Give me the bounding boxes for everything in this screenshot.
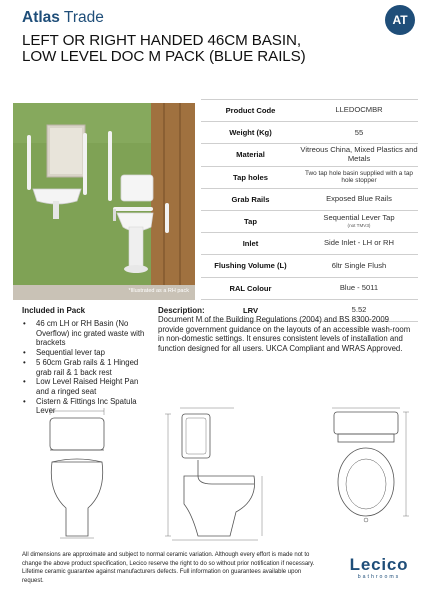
logo-name: Lecico — [349, 555, 409, 574]
disclaimer-text: All dimensions are approximate and subject to normal ceramic variation. Although every effort is made not to change the above product specification, Lecico reserve the right to do so without prior notification if necessary. Lifetime ceramic guarantee against manufacturers defects. Full information on guarantees available upon request. — [22, 552, 315, 584]
spec-row — [201, 255, 418, 277]
spec-label: Weight (Kg) — [201, 122, 300, 144]
lecico-logo — [342, 556, 416, 581]
spec-value: 55 — [300, 122, 418, 144]
brand-wordmark — [22, 9, 104, 27]
list-item: • 46 cm LH or RH Basin (No Overflow) inc grated waste with brackets — [22, 319, 152, 348]
spec-label: RAL Colour — [201, 277, 300, 299]
list-item: • 5 60cm Grab rails & 1 Hinged grab rail & 1 back rest — [22, 358, 152, 377]
spec-row — [201, 277, 418, 299]
spec-row — [201, 122, 418, 144]
spec-row — [201, 233, 418, 255]
spec-value: Two tap hole basin supplied with a tap hole stopper — [300, 166, 418, 188]
description-heading: Description: — [158, 306, 205, 315]
description-text: Document M of the Building Regulations (2004) and BS 8300-2009 provide government guidance on the layouts of an accessible wash-room in non-domestic settings. It ensures consistent levels of installation and function designed for all users. UKCA Compliant and WRAS Approved. — [158, 315, 411, 354]
spec-value: 6ltr Single Flush — [300, 255, 418, 277]
spec-label: Tap — [201, 210, 300, 232]
photo-caption: *Illustrated as a RH pack — [128, 288, 189, 294]
spec-value: Side Inlet - LH or RH — [300, 233, 418, 255]
top-view-drawing — [332, 408, 409, 522]
front-view-drawing — [50, 408, 104, 538]
spec-value: Exposed Blue Rails — [300, 188, 418, 210]
product-title — [22, 33, 414, 65]
wood-panel — [151, 103, 195, 300]
spec-row — [201, 166, 418, 188]
brand-badge: AT — [385, 5, 415, 35]
spec-row — [201, 144, 418, 166]
included-list — [22, 319, 152, 416]
title-line-1: LEFT OR RIGHT HANDED 46CM BASIN, — [22, 32, 301, 49]
spec-label: Flushing Volume (L) — [201, 255, 300, 277]
included-heading: Included in Pack — [22, 306, 86, 315]
grab-rail-right — [83, 133, 87, 195]
spec-label: Tap holes — [201, 166, 300, 188]
product-photo — [13, 103, 195, 300]
washroom-illustration — [13, 103, 195, 300]
side-view-drawing — [165, 408, 262, 540]
spec-value: LLEDOCMBR — [300, 100, 418, 122]
technical-drawings — [22, 404, 412, 547]
spec-value: Sequential Lever Tap — [323, 213, 395, 223]
spec-label: Product Code — [201, 100, 300, 122]
spec-row — [201, 100, 418, 122]
title-line-2: LOW LEVEL DOC M PACK (BLUE RAILS) — [22, 48, 306, 65]
brand-name: Atlas — [22, 9, 60, 26]
list-item: • Cistern & Fittings Inc Spatula Lever — [22, 397, 152, 416]
spec-table — [201, 99, 418, 322]
spec-label: Grab Rails — [201, 188, 300, 210]
list-item: • Sequential lever tap — [22, 348, 152, 358]
spec-label: Material — [201, 144, 300, 166]
hinged-rail — [113, 207, 153, 211]
spec-row — [201, 188, 418, 210]
grab-rail-toilet — [108, 131, 112, 201]
list-item: • Low Level Raised Height Pan and a ringed seat — [22, 377, 152, 396]
spec-row — [201, 210, 418, 232]
brand-suffix: Trade — [59, 9, 104, 26]
spec-value-tap — [300, 210, 418, 232]
cistern — [121, 175, 153, 201]
spec-note: (not TMV3) — [347, 222, 371, 228]
spec-value: Vitreous China, Mixed Plastics and Metals — [300, 144, 418, 166]
spec-label: LRV — [201, 299, 300, 321]
spec-value: 5.52 — [300, 299, 418, 321]
spec-label: Inlet — [201, 233, 300, 255]
spec-value: Blue - 5011 — [300, 277, 418, 299]
logo-tagline: bathrooms — [357, 574, 401, 580]
grab-rail-left — [27, 135, 31, 190]
